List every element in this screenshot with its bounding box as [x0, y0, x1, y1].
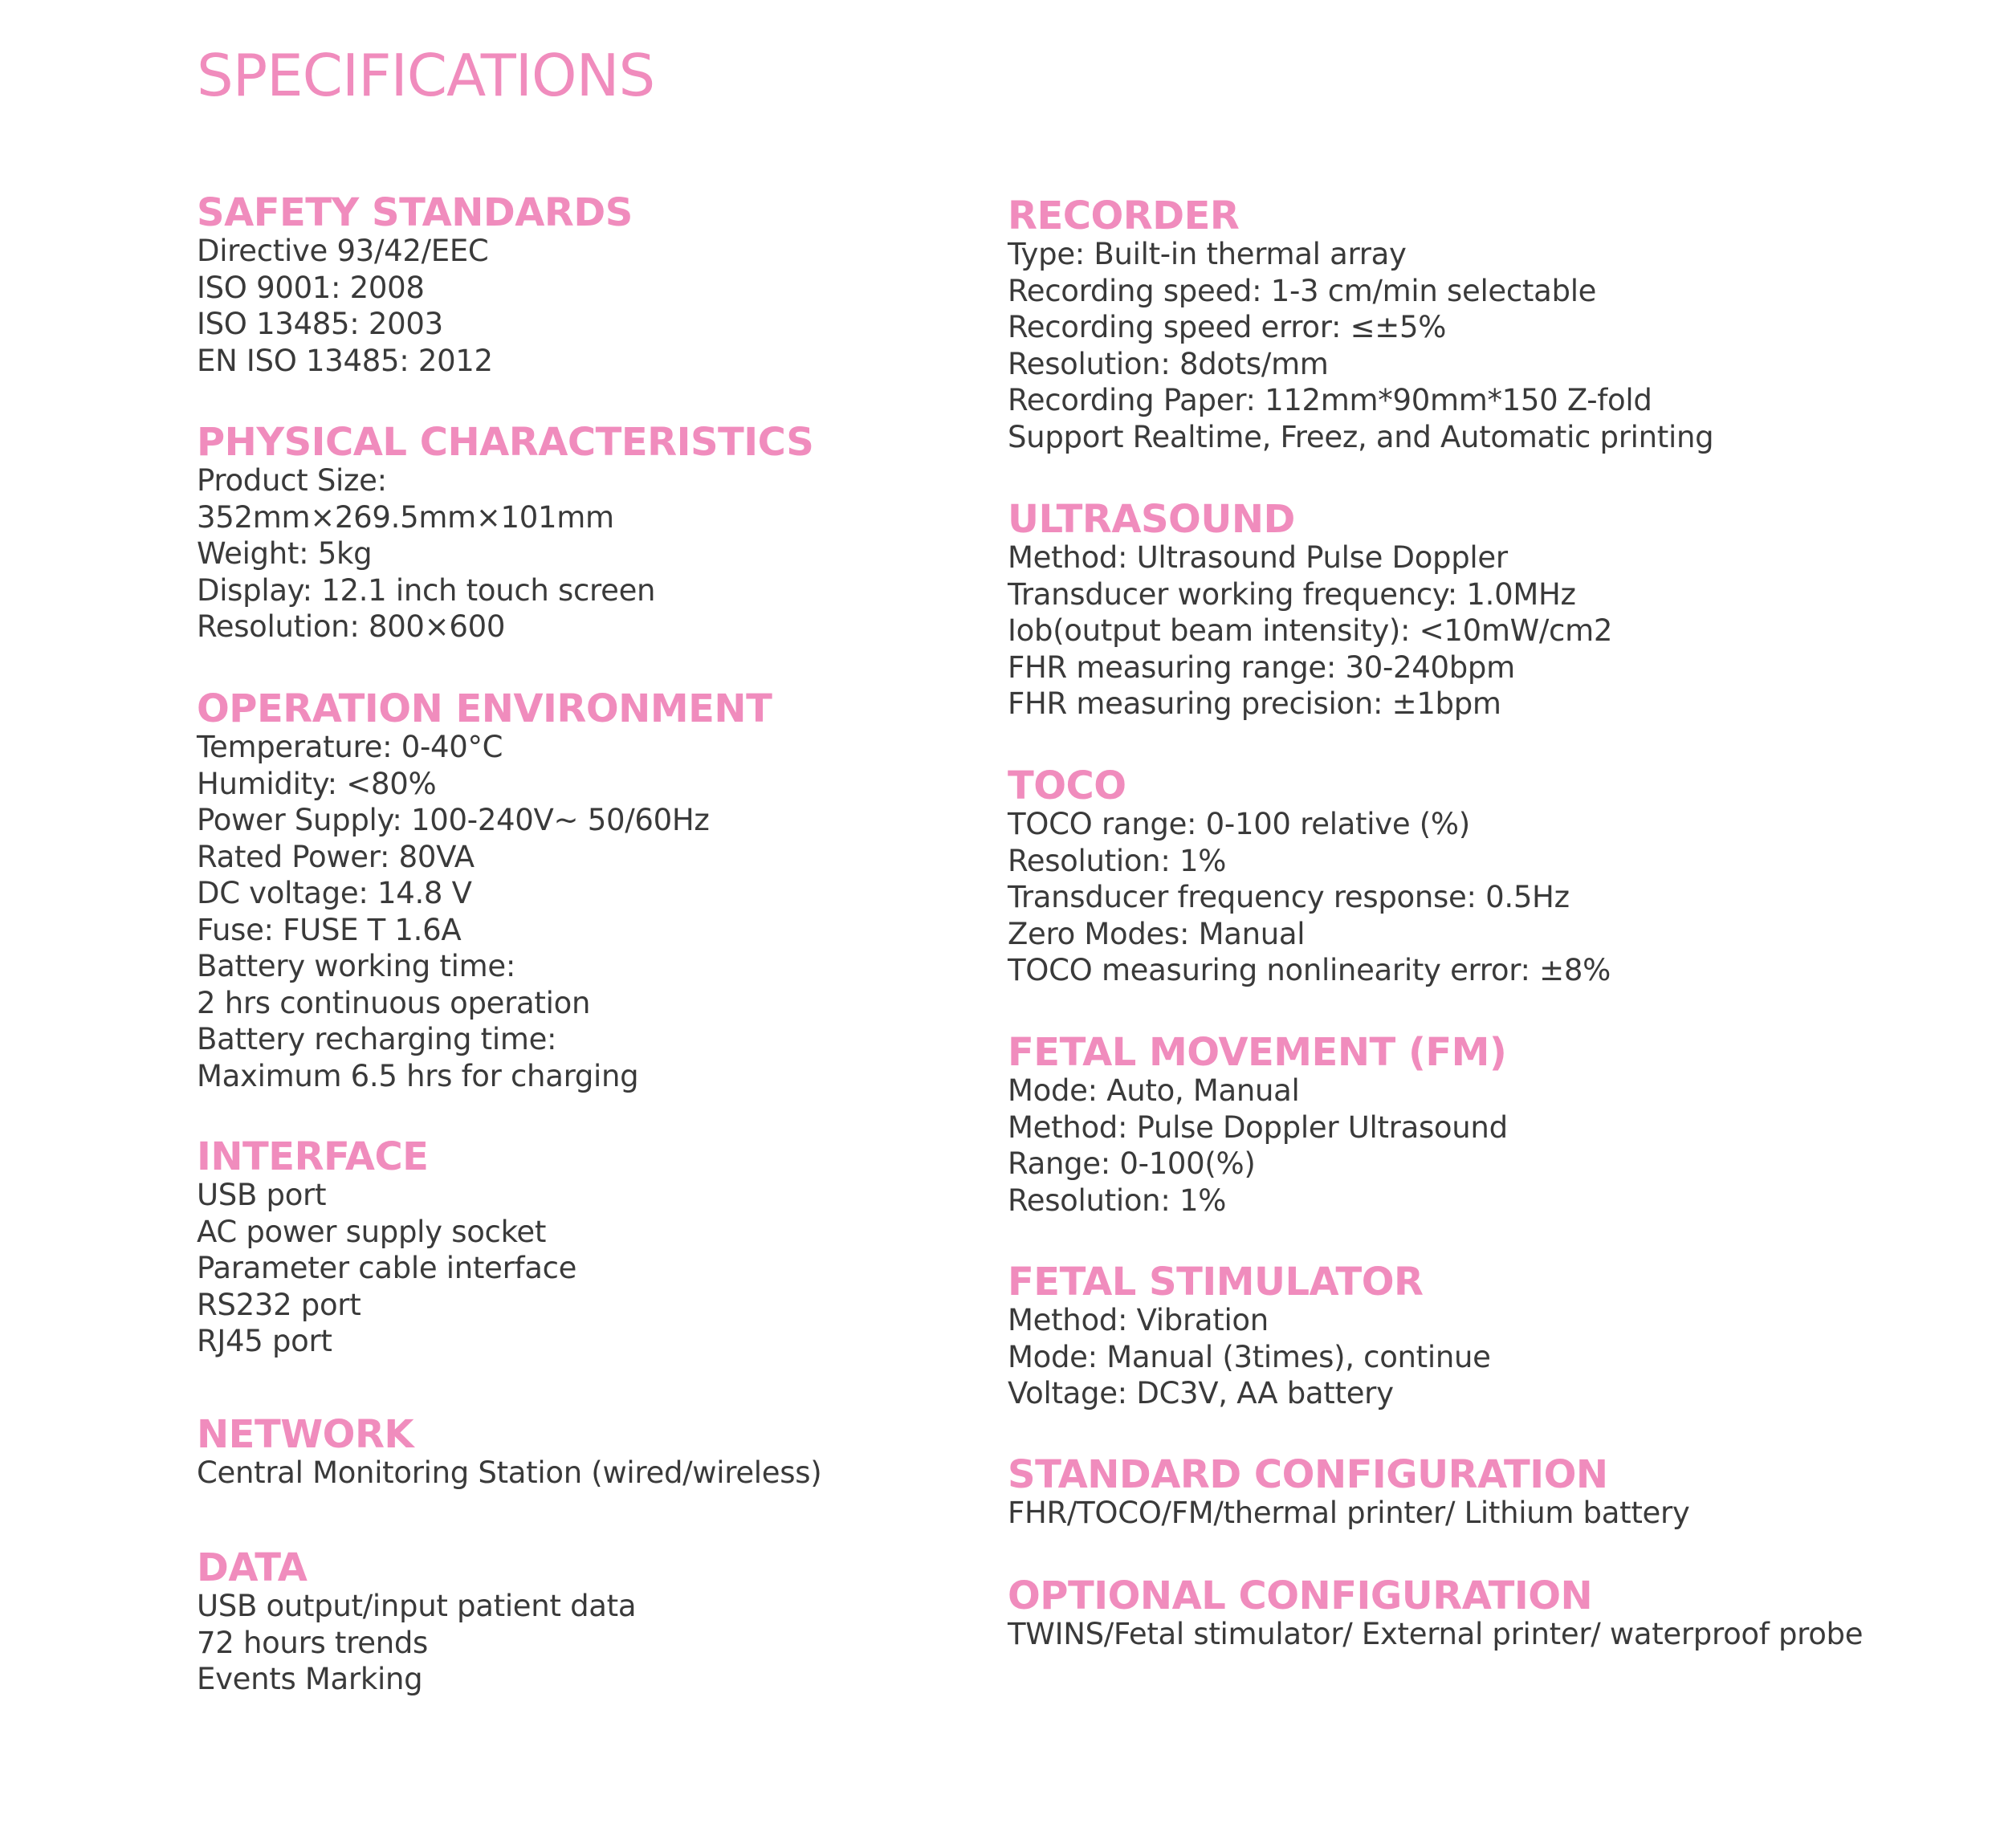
section-interface [197, 1134, 577, 1360]
section-lines [1008, 1073, 1508, 1219]
spec-line: Transducer frequency response: 0.5Hz [1008, 880, 1570, 914]
section-heading: STANDARD CONFIGURATION [1008, 1452, 1608, 1497]
section-heading: DATA [197, 1545, 308, 1590]
section-heading: TOCO [1008, 763, 1126, 808]
spec-line: Directive 93/42/EEC [197, 234, 489, 268]
section-lines [197, 1177, 576, 1360]
section-lines [1008, 1616, 1863, 1653]
spec-line: Resolution: 800×600 [197, 609, 506, 644]
section-lines [197, 462, 813, 645]
section-lines [1008, 236, 1713, 455]
spec-line: Battery recharging time: [197, 1022, 557, 1056]
section-heading: OPTIONAL CONFIGURATION [1008, 1573, 1593, 1618]
spec-line: Method: Vibration [1008, 1303, 1269, 1337]
spec-line: TOCO range: 0-100 relative (%) [1008, 807, 1470, 841]
spec-line: 352mm×269.5mm×101mm [197, 499, 614, 535]
spec-line: Humidity: <80% [197, 766, 437, 801]
section-standard-configuration [1008, 1452, 1690, 1532]
section-operation-environment [197, 686, 772, 1094]
spec-line: USB output/input patient data [197, 1589, 637, 1623]
spec-line: FHR measuring precision: ±1bpm [1008, 686, 1501, 721]
spec-line: FHR/TOCO/FM/thermal printer/ Lithium battery [1008, 1496, 1690, 1530]
section-network [197, 1414, 821, 1492]
spec-line: Transducer working frequency: 1.0MHz [1008, 576, 1576, 612]
spec-line: Voltage: DC3V, AA battery [1008, 1376, 1394, 1410]
spec-line: 2 hrs continuous operation [197, 985, 591, 1020]
section-lines [1008, 806, 1611, 989]
section-physical-characteristics [197, 422, 813, 645]
section-heading: FETAL MOVEMENT (FM) [1008, 1030, 1507, 1075]
spec-line: Parameter cable interface [197, 1251, 577, 1285]
section-lines [197, 1455, 821, 1492]
spec-line: Method: Pulse Doppler Ultrasound [1008, 1109, 1508, 1145]
spec-line: Type: Built-in thermal array [1008, 237, 1407, 271]
spec-line: Events Marking [197, 1662, 423, 1696]
spec-line: Temperature: 0-40°C [197, 730, 503, 764]
spec-line: Recording Paper: 112mm*90mm*150 Z-fold [1008, 383, 1652, 417]
spec-line: Recording speed: 1-3 cm/min selectable [1008, 273, 1597, 308]
spec-line: Zero Modes: Manual [1008, 916, 1306, 951]
spec-line: Mode: Manual (3times), continue [1008, 1339, 1491, 1374]
section-lines [197, 233, 633, 379]
section-heading: INTERFACE [197, 1134, 429, 1179]
section-heading: NETWORK [197, 1412, 414, 1457]
section-lines [1008, 539, 1612, 723]
spec-line: DC voltage: 14.8 V [197, 876, 472, 910]
section-heading: RECORDER [1008, 193, 1240, 238]
spec-line: Weight: 5kg [197, 536, 373, 571]
spec-line: TOCO measuring nonlinearity error: ±8% [1008, 953, 1611, 987]
spec-line: TWINS/Fetal stimulator/ External printer/ waterproof probe [1008, 1617, 1864, 1651]
spec-line: Recording speed error: ≤±5% [1008, 310, 1447, 344]
section-lines [1008, 1302, 1491, 1412]
spec-line: ISO 9001: 2008 [197, 270, 425, 305]
spec-line: AC power supply socket [197, 1214, 547, 1249]
spec-line: Mode: Auto, Manual [1008, 1073, 1300, 1108]
spec-line: 72 hours trends [197, 1625, 429, 1660]
spec-line: Product Size: [197, 463, 387, 498]
spec-line: Resolution: 8dots/mm [1008, 346, 1329, 381]
spec-line: RJ45 port [197, 1324, 332, 1358]
spec-line: Central Monitoring Station (wired/wireless) [197, 1455, 822, 1490]
section-lines [197, 1588, 636, 1698]
spec-line: EN ISO 13485: 2012 [197, 343, 493, 378]
spec-line: Iob(output beam intensity): <10mW/cm2 [1008, 613, 1613, 648]
section-toco [1008, 763, 1611, 989]
section-ultrasound [1008, 499, 1612, 723]
spec-line: Power Supply: 100-240V~ 50/60Hz [197, 803, 710, 837]
spec-line: Method: Ultrasound Pulse Doppler [1008, 540, 1508, 575]
spec-line: FHR measuring range: 30-240bpm [1008, 649, 1515, 685]
section-heading: PHYSICAL CHARACTERISTICS [197, 420, 814, 465]
spec-line: Resolution: 1% [1008, 1182, 1227, 1218]
section-heading: OPERATION ENVIRONMENT [197, 686, 772, 731]
page-title: SPECIFICATIONS [197, 42, 655, 109]
section-lines [197, 729, 772, 1094]
spec-line: USB port [197, 1178, 327, 1212]
section-data [197, 1545, 637, 1698]
spec-line: ISO 13485: 2003 [197, 307, 443, 341]
section-fetal-stimulator [1008, 1262, 1491, 1412]
section-fetal-movement [1008, 1032, 1508, 1219]
section-recorder [1008, 193, 1714, 455]
spec-line: Fuse: FUSE T 1.6A [197, 912, 462, 947]
spec-line: RS232 port [197, 1287, 361, 1322]
section-lines [1008, 1495, 1690, 1532]
section-heading: FETAL STIMULATOR [1008, 1260, 1424, 1305]
spec-line: Rated Power: 80VA [197, 839, 475, 874]
spec-line: Battery working time: [197, 949, 515, 983]
spec-line: Support Realtime, Freez, and Automatic printing [1008, 419, 1714, 454]
section-heading: ULTRASOUND [1008, 497, 1295, 542]
section-optional-configuration [1008, 1573, 1864, 1653]
spec-line: Display: 12.1 inch touch screen [197, 572, 656, 608]
section-safety-standards [197, 190, 633, 379]
spec-line: Range: 0-100(%) [1008, 1146, 1256, 1181]
section-heading: SAFETY STANDARDS [197, 190, 633, 235]
spec-line: Resolution: 1% [1008, 843, 1227, 878]
spec-line: Maximum 6.5 hrs for charging [197, 1058, 639, 1093]
